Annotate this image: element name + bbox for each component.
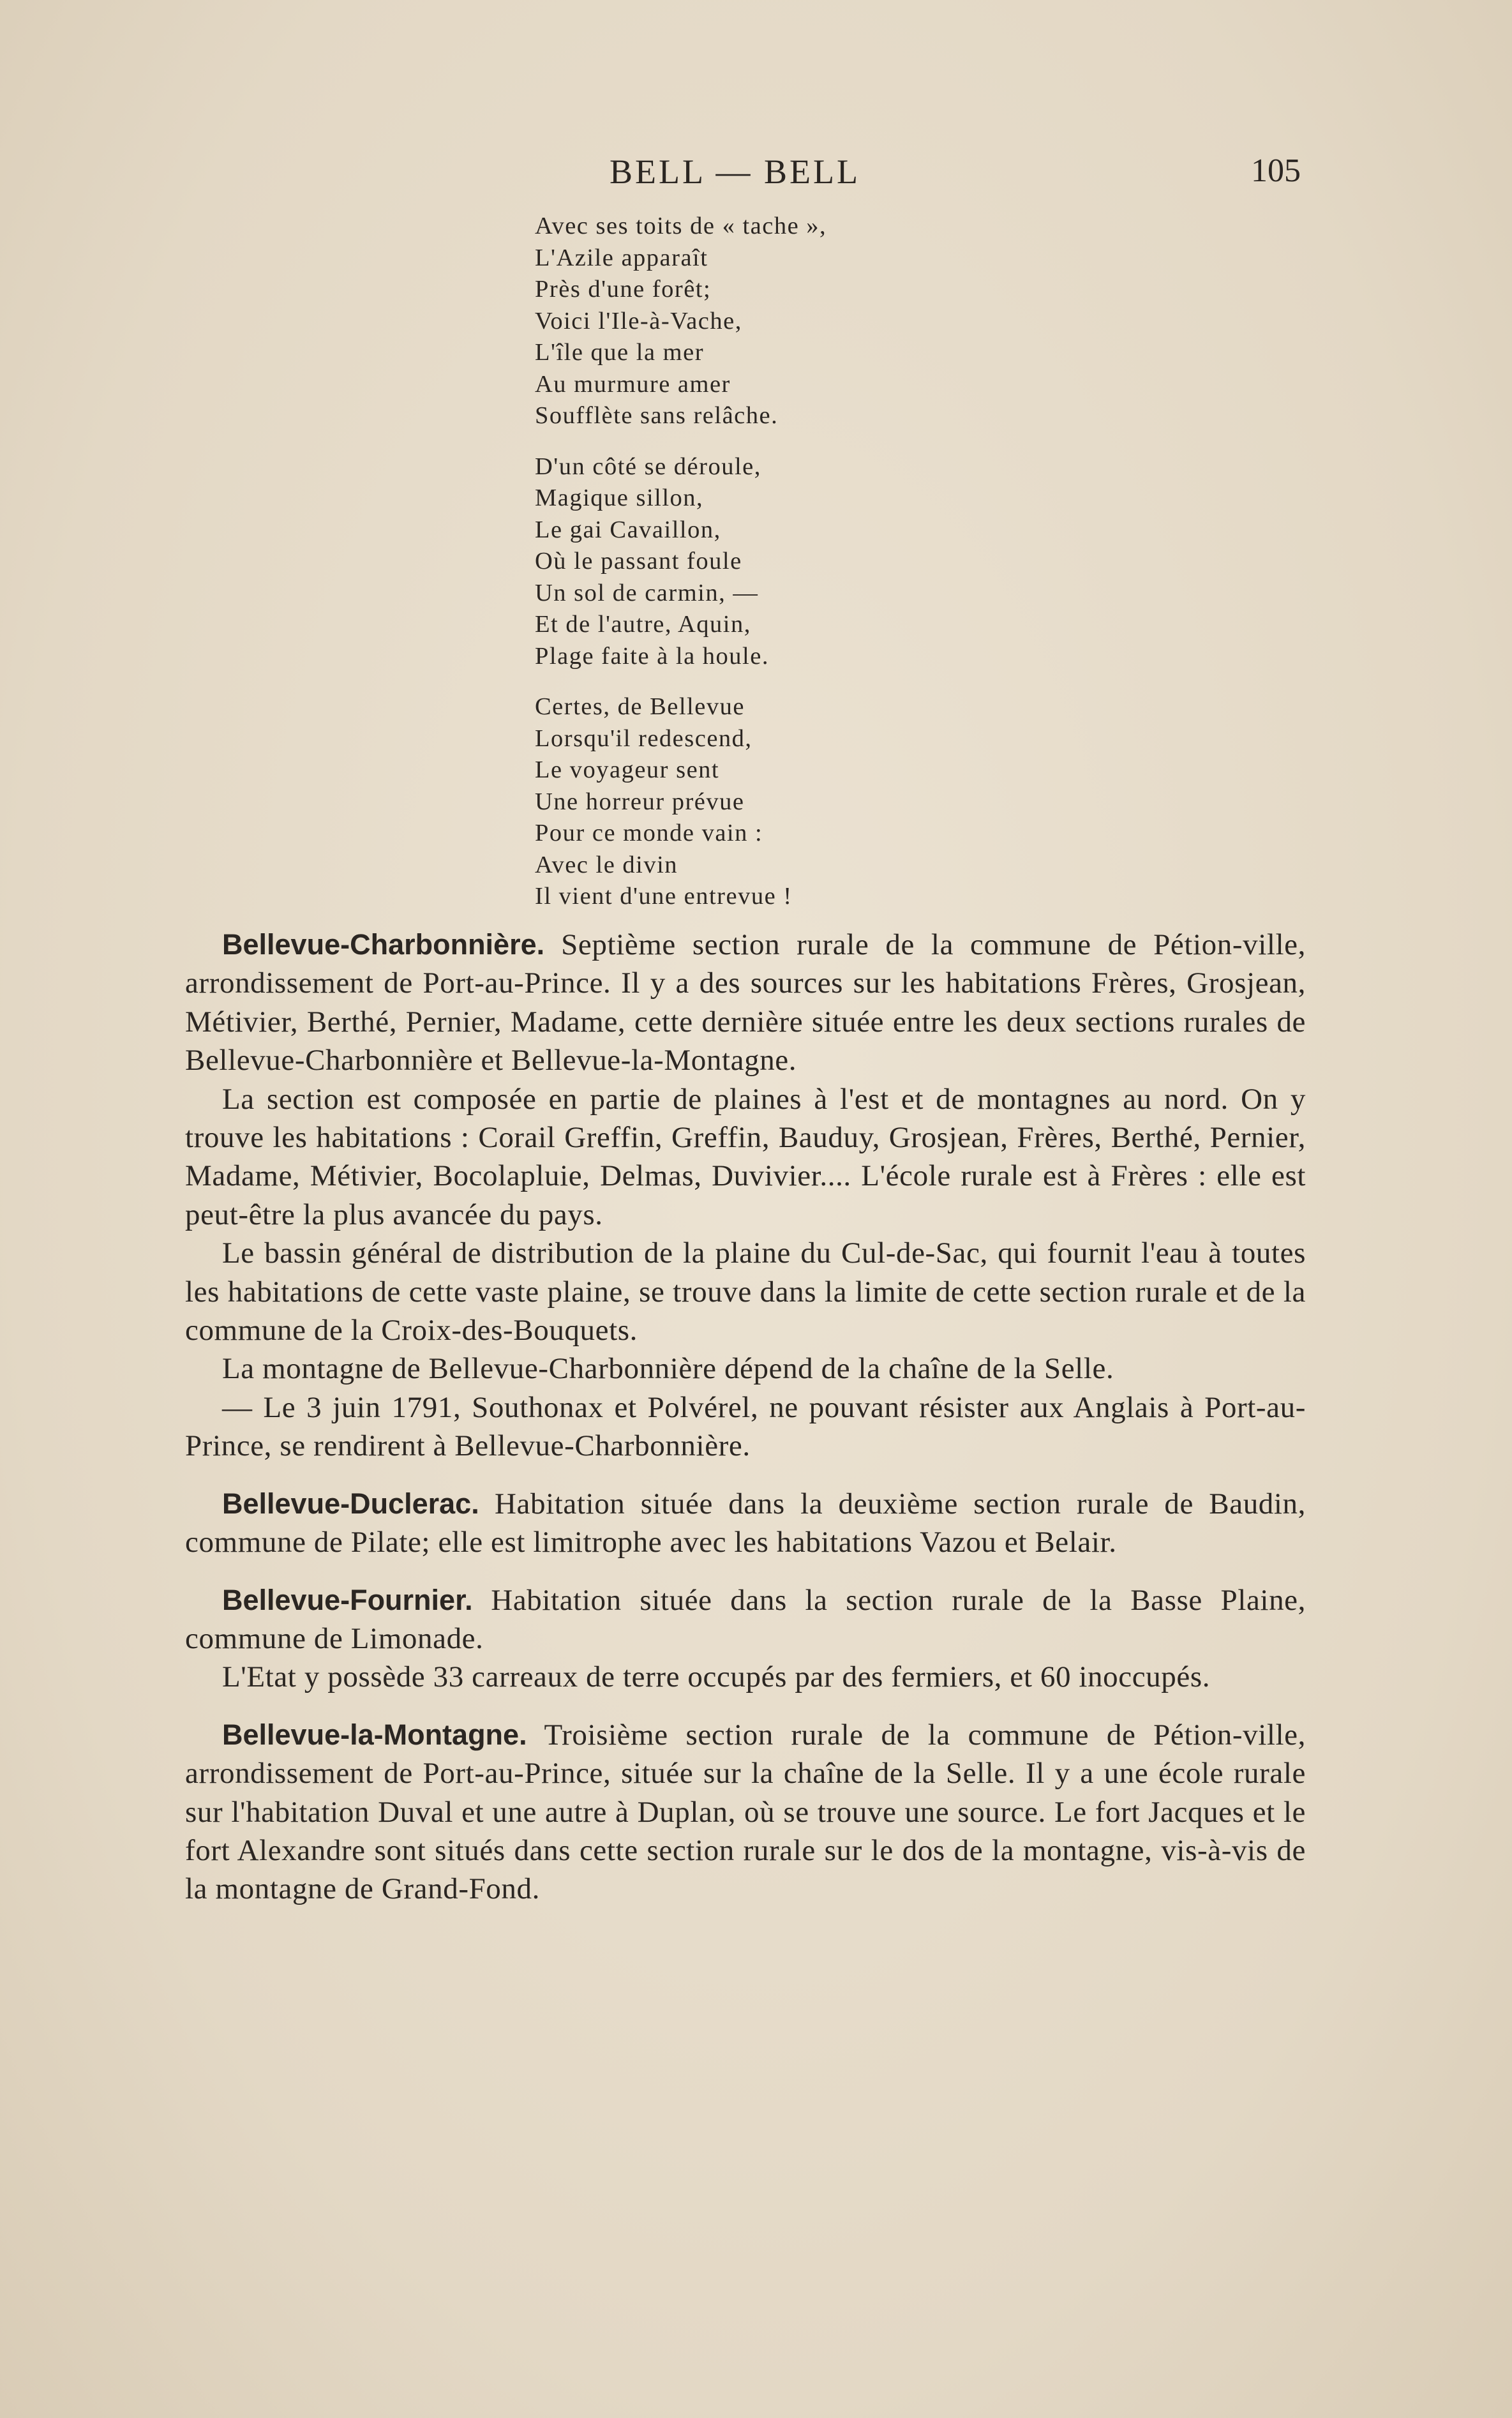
page-number: 105 (1251, 153, 1301, 189)
poem-line: Le gai Cavaillon, (535, 516, 721, 543)
poem-line: Et de l'autre, Aquin, (535, 611, 751, 638)
entry-paragraph: L'Etat y possède 33 carreaux de terre occupés par des fermiers, et 60 inoccupés. (222, 1660, 1211, 1694)
poem-line: Le voyageur sent (535, 756, 720, 783)
poem-line: Près d'une forêt; (535, 276, 712, 303)
entry-lead-paragraph (185, 1485, 1306, 1562)
poem-line: Lorsqu'il redescend, (535, 725, 752, 752)
poem-stanza-1 (535, 211, 982, 432)
entry-lead-paragraph (185, 926, 1306, 1080)
entry-lead-paragraph (185, 1716, 1306, 1909)
poem-line: Avec le divin (535, 851, 678, 878)
entry-text: Septième section rurale de la commune de Pétion-ville, arrondissement de Port-au-Prince. Il y a des sources sur les habitations Frères, Grosjean, Métivier, Berthé, Pernier, Madame, cette dernière située entre les deux sections rurales de Bellevue-Charbonnière et Bellevue-la-Montagne. (185, 928, 1306, 1078)
entry-paragraph: La montagne de Bellevue-Charbonnière dépend de la chaîne de la Selle. (222, 1352, 1114, 1386)
entry-text: Habitation située dans la deuxième section rurale de Baudin, commune de Pilate; elle est limitrophe avec les habitations Vazou et Belair. (185, 1487, 1306, 1559)
entry-text: Habitation située dans la section rurale de la Basse Plaine, commune de Limonade. (185, 1583, 1306, 1655)
poem-line: Une horreur prévue (535, 788, 745, 815)
poem (535, 211, 982, 932)
entry-bellevue-duclerac (185, 1485, 1306, 1562)
poem-line: Un sol de carmin, — (535, 579, 759, 606)
poem-line: Certes, de Bellevue (535, 693, 745, 720)
poem-stanza-3 (535, 691, 982, 913)
entry-bellevue-fournier (185, 1581, 1306, 1697)
entry-paragraph: La section est composée en partie de plaines à l'est et de montagnes au nord. On y trouve les habitations : Corail Greffin, Greffin, Bauduy, Grosjean, Frères, Berthé, Pernier, Madame, Métivier, Bocolapluie, Delmas, Duvivier.... L'école rurale est à Frères : elle est peut-être la plus avancée du pays. (185, 1082, 1306, 1231)
entry-paragraph: — Le 3 juin 1791, Southonax et Polvérel, ne pouvant résister aux Anglais à Port-au-Prince, se rendirent à Bellevue-Charbonnière. (185, 1390, 1306, 1463)
poem-line: Voici l'Ile-à-Vache, (535, 307, 742, 334)
poem-line: Pour ce monde vain : (535, 820, 763, 846)
entry-text: Troisième section rurale de la commune de Pétion-ville, arrondissement de Port-au-Prince, située sur la chaîne de la Selle. Il y a une école rurale sur l'habitation Duval et une autre à Duplan, où se trouve une source. Le fort Jacques et le fort Alexandre sont situés dans cette section rurale sur le dos de la montagne, vis-à-vis de la montagne de Grand-Fond. (185, 1718, 1306, 1906)
entry-lead-paragraph (185, 1581, 1306, 1658)
entry-bellevue-charbonniere (185, 926, 1306, 1466)
poem-line: Magique sillon, (535, 484, 704, 511)
poem-line: Où le passant foule (535, 548, 742, 574)
poem-line: Plage faite à la houle. (535, 642, 769, 670)
entry-headword: Bellevue-la-Montagne. (222, 1718, 527, 1751)
poem-line: L'île que la mer (535, 339, 705, 366)
entry-headword: Bellevue-Duclerac. (222, 1487, 479, 1520)
poem-line: L'Azile apparaît (535, 244, 708, 271)
poem-line: D'un côté se déroule, (535, 453, 761, 480)
entry-headword: Bellevue-Charbonnière. (222, 928, 545, 961)
running-head: BELL — BELL (610, 153, 860, 191)
entry-bellevue-la-montagne (185, 1716, 1306, 1909)
poem-line: Au murmure amer (535, 370, 731, 398)
entry-headword: Bellevue-Fournier. (222, 1583, 473, 1616)
poem-line: Il vient d'une entrevue ! (535, 883, 793, 910)
page-header (0, 152, 1512, 197)
poem-stanza-2 (535, 451, 982, 673)
poem-line: Soufflète sans relâche. (535, 402, 779, 429)
poem-line: Avec ses toits de « tache », (535, 213, 827, 239)
entry-paragraph: Le bassin général de distribution de la plaine du Cul-de-Sac, qui fournit l'eau à toutes les habitations de cette vaste plaine, se trouve dans la limite de cette section rurale et de la commune de la Croix-des-Bouquets. (185, 1236, 1306, 1348)
dictionary-entries (185, 926, 1306, 1928)
